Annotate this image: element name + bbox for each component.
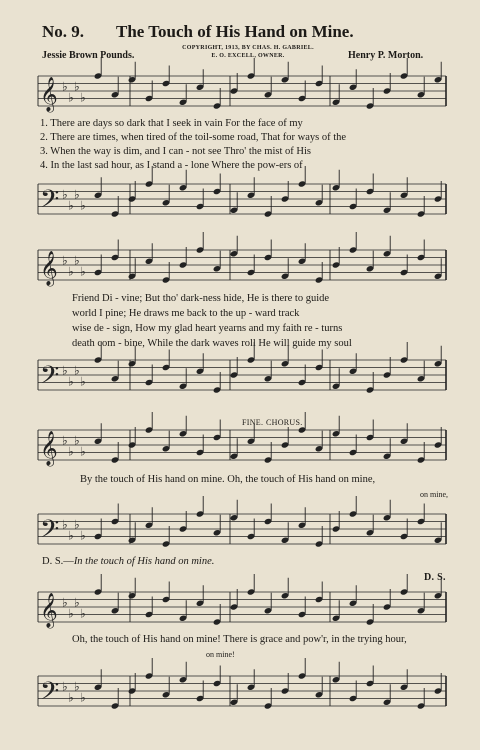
- flat-icon: ♭: [74, 363, 80, 378]
- bass-clef-icon: 𝄢: [40, 185, 60, 220]
- verse-4-line-2: death com - bine, While the dark waves roll He will guide my soul: [72, 338, 352, 349]
- flat-icon: ♭: [80, 444, 86, 459]
- bass-clef-icon: 𝄢: [40, 361, 60, 396]
- flat-icon: ♭: [68, 264, 74, 279]
- bass-staff-2: [0, 356, 480, 400]
- copyright-notice: [168, 44, 328, 60]
- verse-1-line-2: Friend Di - vine; But tho' dark-ness hide, He is there to guide: [72, 293, 330, 304]
- flat-icon: ♭: [62, 679, 68, 694]
- treble-staff-1: [0, 72, 480, 116]
- chorus-marker: CHORUS.: [266, 418, 303, 427]
- treble-clef-icon: 𝄞: [40, 593, 58, 628]
- fine-marker: FINE.: [242, 418, 264, 427]
- flat-icon: ♭: [74, 79, 80, 94]
- bass-echo-1: on mine,: [420, 490, 448, 499]
- treble-staff-3: [0, 426, 480, 470]
- flat-icon: ♭: [68, 528, 74, 543]
- flat-icon: ♭: [62, 517, 68, 532]
- verse-2-line-1: 2. There are times, when tired of the toil-some road, That for ways of the: [40, 132, 347, 143]
- hymn-number: No. 9.: [42, 22, 85, 41]
- treble-clef-icon: 𝄞: [40, 77, 58, 112]
- flat-icon: ♭: [80, 374, 86, 389]
- verse-1-line-1: 1. There are days so dark that I seek in vain For the face of my: [40, 118, 303, 129]
- flat-icon: ♭: [68, 198, 74, 213]
- flat-icon: ♭: [62, 79, 68, 94]
- hymn-title: The Touch of His Hand on Mine.: [116, 22, 354, 41]
- flat-icon: ♭: [80, 528, 86, 543]
- flat-icon: ♭: [80, 90, 86, 105]
- verse-4-line-1: 4. In the last sad hour, as I stand a - lone Where the pow-ers of: [40, 160, 303, 171]
- flat-icon: ♭: [74, 595, 80, 610]
- bass-clef-icon: 𝄢: [40, 515, 60, 550]
- verse-3-line-2: wise de - sign, How my glad heart yearns and my faith re - turns: [72, 323, 343, 334]
- verse-2-line-2: world I pine; He draws me back to the up - ward track: [72, 308, 300, 319]
- dal-segno-note: [42, 556, 214, 567]
- treble-clef-icon: 𝄞: [40, 431, 58, 466]
- flat-icon: ♭: [74, 517, 80, 532]
- composer-credit: Henry P. Morton.: [348, 50, 424, 61]
- flat-icon: ♭: [62, 433, 68, 448]
- bass-staff-4: [0, 672, 480, 716]
- flat-icon: ♭: [74, 679, 80, 694]
- flat-icon: ♭: [62, 253, 68, 268]
- flat-icon: ♭: [74, 187, 80, 202]
- flat-icon: ♭: [68, 690, 74, 705]
- treble-staff-4: [0, 588, 480, 632]
- ds-mark: D. S.: [424, 572, 446, 583]
- copyright-line-2: E. O. EXCELL, OWNER.: [211, 53, 285, 59]
- bass-echo-2: on mine!: [206, 650, 235, 659]
- lyricist-credit: Jessie Brown Pounds.: [42, 50, 135, 61]
- chorus-lyric-2: Oh, the touch of His hand on mine! There is grace and pow'r, in the trying hour,: [72, 634, 407, 645]
- flat-icon: ♭: [68, 374, 74, 389]
- flat-icon: ♭: [68, 606, 74, 621]
- flat-icon: ♭: [80, 198, 86, 213]
- flat-icon: ♭: [68, 90, 74, 105]
- bass-clef-icon: 𝄢: [40, 677, 60, 712]
- flat-icon: ♭: [62, 595, 68, 610]
- flat-icon: ♭: [74, 433, 80, 448]
- bass-staff-1: [0, 180, 480, 224]
- ds-text: In the touch of His hand on mine.: [73, 556, 215, 567]
- ds-label: D. S.—: [42, 556, 74, 567]
- verse-3-line-1: 3. When the way is dim, and I can - not see Thro' the mist of His: [40, 146, 311, 157]
- flat-icon: ♭: [74, 253, 80, 268]
- flat-icon: ♭: [62, 187, 68, 202]
- treble-clef-icon: 𝄞: [40, 251, 58, 286]
- flat-icon: ♭: [68, 444, 74, 459]
- flat-icon: ♭: [62, 363, 68, 378]
- chorus-lyric-1: By the touch of His hand on mine. Oh, the touch of His hand on mine,: [80, 474, 376, 485]
- flat-icon: ♭: [80, 264, 86, 279]
- treble-staff-2: [0, 246, 480, 290]
- bass-staff-3: [0, 510, 480, 554]
- flat-icon: ♭: [80, 606, 86, 621]
- flat-icon: ♭: [80, 690, 86, 705]
- copyright-line-1: COPYRIGHT, 1913, BY CHAS. H. GABRIEL.: [182, 45, 314, 51]
